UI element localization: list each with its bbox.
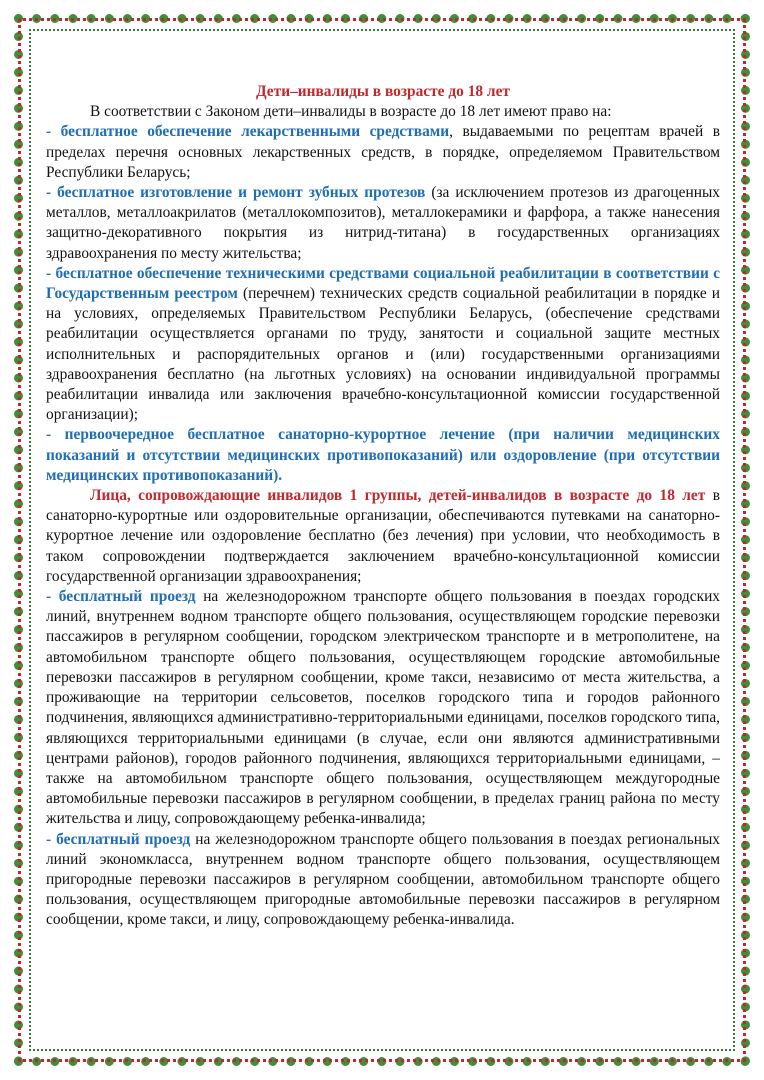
companions-highlight: Лица, сопровождающие инвалидов 1 группы, детей-инвалидов в возрасте до 18 лет (90, 487, 706, 505)
intro-text: В соответствии с Законом дети–инвалиды в возрасте до 18 лет имеют право на: (90, 103, 612, 121)
companions-text: в санаторно-курортные или оздоровительные организации, обеспечиваются путевками на санаторно-курортное лечение или оздоровление бесплатно (без лечения) при условии, что необходимость в таком сопровождении подтверждается заключением врачебно-консультационной комиссии государственной организации здравоохранения; (46, 487, 720, 585)
list-item-highlight: - бесплатное изготовление и ремонт зубных протезов (46, 184, 426, 202)
list-item-rehabilitation (46, 264, 720, 426)
list-item-text: , выдаваемыми по рецептам врачей в пределах перечня основных лекарственных средств, в порядке, определяемом Правительством Республики Беларусь; (46, 123, 720, 181)
list-item-text: (за исключением протезов из драгоценных металлов, металлоакрилатов (металлокомпозитов), металлокерамики и фарфора, а также нанесения защитно-декоративного покрытия из нитрид-титана) в государственных организациях здравоохранения по месту жительства; (46, 184, 720, 262)
list-item-highlight: - бесплатное обеспечение техническими средствами социальной реабилитации в соответствии с Государственным реестром (46, 264, 720, 303)
list-item-highlight: - бесплатный проезд (46, 588, 196, 606)
document-page (46, 82, 720, 931)
document-title: Дети–инвалиды в возрасте до 18 лет (256, 83, 510, 100)
intro-paragraph (46, 102, 720, 122)
list-item-free-travel-city (46, 587, 720, 829)
list-item-medicines (46, 122, 720, 183)
list-item-text: на железнодорожном транспорте общего пользования в поездах городских линий, внутреннем водном транспорте общего пользования, осуществляющем городские перевозки пассажиров в регулярном сообщении, городском электрическом транспорте и в метрополитене, на автомобильном транспорте общего пользования, осуществляющем городские автомобильные перевозки пассажиров в регулярном сообщении, кроме такси, независимо от места жительства, а проживающие на территории сельсоветов, поселков городского типа и городов районного подчинения, являющихся административно-территориальными единицами, поселков городского типа, являющихся территориальными единицами (в случае, если они являются административными центрами районов), городов районного подчинения, являющихся территориальными единицами, – также на автомобильном транспорте общего пользования, осуществляющем междугородные автомобильные перевозки пассажиров в регулярном сообщении, в пределах границ района по месту жительства и лицу, сопровождающему ребенка-инвалида; (46, 588, 721, 828)
list-item-text: на железнодорожном транспорте общего пользования в поездах региональных линий экономкласса, внутреннем водном транспорте общего пользования, осуществляющем пригородные перевозки пассажиров в регулярном сообщении, автомобильном транспорте общего пользования, осуществляющем пригородные автомобильные перевозки пассажиров в регулярном сообщении, кроме такси, и лицу, сопровождающему ребенка-инвалида. (46, 830, 721, 929)
list-item-free-travel-suburban (46, 830, 720, 931)
list-item-text: (перечнем) технических средств социальной реабилитации в порядке и на условиях, определяемых Правительством Республики Беларусь, (обеспечение средствами реабилитации осуществляется органами по труду, занятости и социальной защите местных исполнительных и распорядительных органов и (или) государственными организациями здравоохранения бесплатно (на льготных условиях) на основании индивидуальной программы реабилитации инвалида или заключения врачебно-консультационной комиссии государственной организации); (46, 285, 720, 424)
list-item-highlight: - первоочередное бесплатное санаторно-курортное лечение (при наличии медицинских показаний и отсутствии медицинских противопоказаний) или оздоровление (при отсутствии медицинских противопоказаний). (46, 426, 720, 484)
list-item-dental (46, 183, 720, 264)
list-item-highlight: - бесплатное обеспечение лекарственными средствами (46, 123, 450, 141)
list-item-sanatorium (46, 425, 720, 486)
companions-paragraph (46, 486, 720, 587)
list-item-highlight: - бесплатный проезд (46, 830, 191, 848)
